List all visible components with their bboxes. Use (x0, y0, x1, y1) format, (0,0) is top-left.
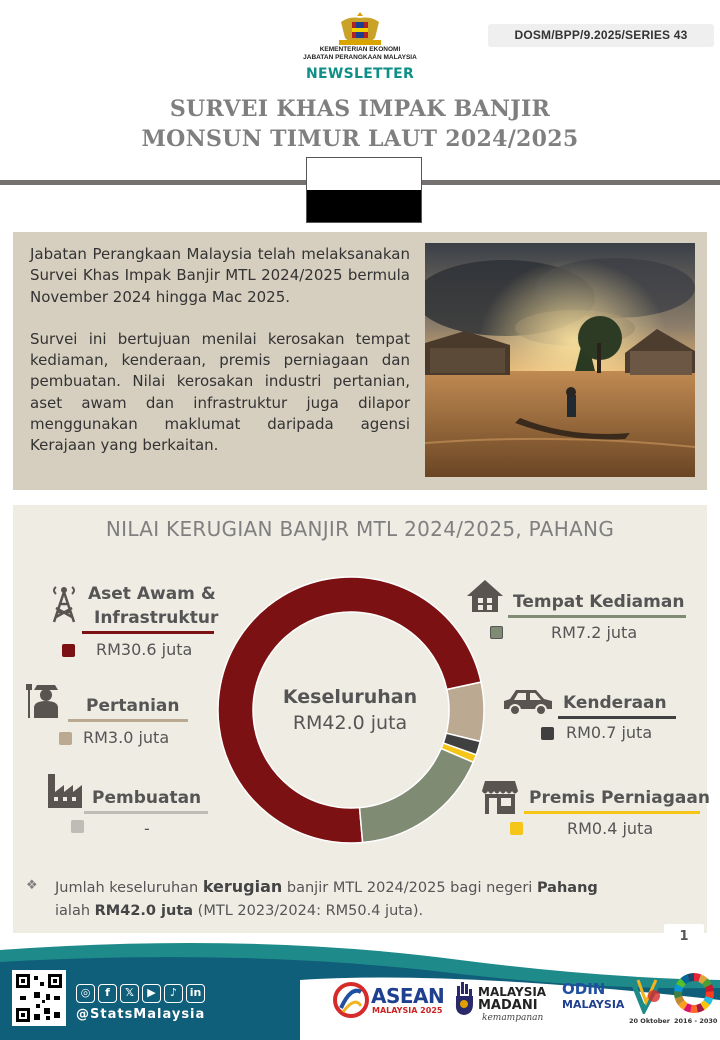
qr-code[interactable] (12, 970, 66, 1026)
ministry-name (296, 46, 424, 62)
pahang-flag-icon (306, 157, 422, 223)
pertanian-label: Pertanian (86, 696, 180, 716)
page-title-line1: SURVEI KHAS IMPAK BANJIR (169, 96, 551, 122)
ministry-line: KEMENTERIAN EKONOMI (319, 46, 401, 53)
asean-logo-icon (333, 982, 369, 1018)
aset-underline (82, 631, 214, 634)
summary-text (55, 875, 695, 923)
tiktok-icon[interactable]: ♪ (164, 984, 183, 1003)
department-line: JABATAN PERANGKAAN MALAYSIA (303, 54, 417, 61)
madani-line2: MADANI (478, 998, 538, 1013)
sdg-years: 2016 - 2030 (674, 1017, 718, 1025)
summary-part: banjir MTL 2024/2025 bagi negeri (282, 880, 537, 896)
newsletter-label: NEWSLETTER (305, 66, 415, 82)
total-value: RM42.0 juta (292, 712, 408, 734)
summary-part: Jumlah keseluruhan (55, 880, 203, 896)
madani-tagline: kemampanan (482, 1013, 544, 1023)
premis-underline (524, 811, 700, 814)
page-title-line2: MONSUN TIMUR LAUT 2024/2025 (141, 126, 579, 152)
house-icon (465, 578, 505, 614)
odin-malaysia-text: MALAYSIA (562, 998, 625, 1011)
summary-part: ialah (55, 903, 95, 919)
summary-part: (MTL 2023/2024: RM50.4 juta). (193, 903, 424, 919)
x-icon[interactable]: 𝕏 (120, 984, 139, 1003)
donut-slice-pertanian (446, 682, 484, 741)
statistics-day-logo-icon (628, 976, 664, 1014)
pembuatan-label: Pembuatan (92, 788, 202, 808)
aset-label-line2: Infrastruktur (94, 608, 219, 628)
loss-donut-chart (215, 574, 487, 846)
shop-icon (481, 779, 519, 815)
asean-logo-subtext: MALAYSIA 2025 (372, 1006, 443, 1015)
intro-paragraph-2: Survei ini bertujuan menilai kerosakan tempat kediaman, kenderaan, premis perniagaan dan pembuatan. Nilai kerosakan industri pertanian, aset awam dan infrastruktur juga dilapor menggunakan maklumat daripada agensi Kerajaan yang berkaitan. (30, 329, 410, 455)
pembuatan-underline (84, 811, 208, 814)
pembuatan-legend-swatch (71, 820, 84, 833)
donut-slice-tempat-kediaman (360, 749, 474, 843)
madani-line1: MALAYSIA (478, 985, 547, 999)
social-handle[interactable]: @StatsMalaysia (76, 1007, 206, 1022)
series-badge: DOSM/BPP/9.2025/SERIES 43 (488, 24, 714, 47)
coat-of-arms-icon (337, 10, 383, 48)
pertanian-value: RM3.0 juta (83, 728, 170, 747)
instagram-icon[interactable]: ◎ (76, 984, 95, 1003)
summary-bold: RM42.0 juta (94, 903, 194, 919)
pertanian-legend-swatch (59, 732, 72, 745)
intro-text (30, 244, 410, 457)
odin-logo-text: ODIN (562, 980, 606, 998)
intro-paragraph-1: Jabatan Perangkaan Malaysia telah melaksanakan Survei Khas Impak Banjir MTL 2024/2025 bermula November 2024 hingga Mac 2025. (30, 245, 410, 306)
pertanian-underline (68, 719, 188, 722)
kenderaan-underline (558, 716, 676, 719)
summary-bold: Pahang (536, 880, 598, 896)
summary-bold: kerugian (202, 877, 283, 896)
total-label: Keseluruhan (282, 686, 418, 708)
premis-legend-swatch (510, 822, 523, 835)
kediaman-legend-swatch (490, 626, 503, 639)
kediaman-label: Tempat Kediaman (513, 592, 685, 612)
page-number: 1 (664, 924, 704, 950)
pembuatan-value: - (144, 819, 150, 838)
kenderaan-value: RM0.7 juta (566, 723, 653, 742)
social-media-links (76, 984, 205, 1003)
asean-logo-text: ASEAN (371, 984, 445, 1008)
diamond-bullet-icon: ❖ (26, 878, 38, 893)
aset-legend-swatch (62, 644, 75, 657)
premis-label: Premis Perniagaan (529, 788, 710, 808)
statistics-day-date: 20 Oktober (629, 1017, 670, 1025)
kediaman-value: RM7.2 juta (551, 623, 638, 642)
aset-value: RM30.6 juta (96, 640, 193, 659)
factory-icon (46, 772, 84, 808)
kediaman-underline (508, 615, 686, 618)
facebook-icon[interactable]: f (98, 984, 117, 1003)
premis-value: RM0.4 juta (567, 819, 654, 838)
aset-label-line1: Aset Awam & (88, 584, 216, 604)
linkedin-icon[interactable]: in (186, 984, 205, 1003)
qr-code-icon (16, 974, 62, 1022)
car-icon (502, 687, 554, 717)
madani-hand-icon (453, 982, 475, 1016)
loss-chart-title: NILAI KERUGIAN BANJIR MTL 2024/2025, PAHANG (105, 517, 615, 541)
flood-photo (425, 243, 695, 477)
transmission-tower-icon (48, 584, 80, 624)
kenderaan-label: Kenderaan (563, 693, 667, 713)
sdg-wheel-icon (673, 972, 715, 1014)
youtube-icon[interactable]: ▶ (142, 984, 161, 1003)
farmer-icon (26, 680, 66, 720)
kenderaan-legend-swatch (541, 727, 554, 740)
